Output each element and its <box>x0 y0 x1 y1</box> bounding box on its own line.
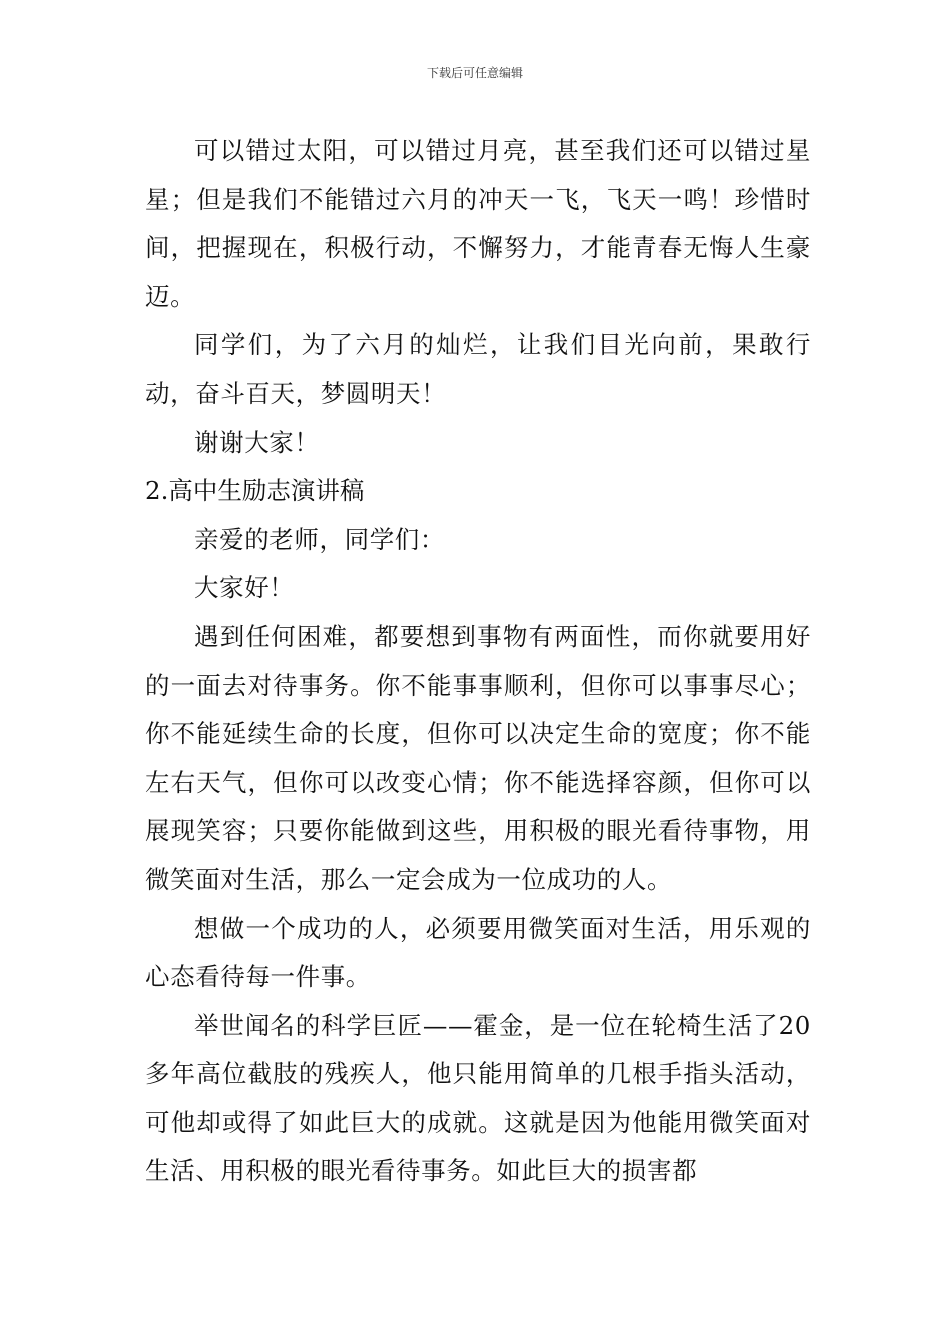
paragraph: 同学们，为了六月的灿烂，让我们目光向前，果敢行动，奋斗百天，梦圆明天！ <box>145 330 811 408</box>
paragraph: 亲爱的老师，同学们： <box>194 524 445 554</box>
header-note: 下载后可任意编辑 <box>426 66 523 80</box>
paragraph: 举世闻名的科学巨匠——霍金，是一位在轮椅生活了20多年高位截肢的残疾人，他只能用简单的几根手指头活动，可他却或得了如此巨大的成就。这就是因为他能用微笑面对生活、用积极的眼光看待事务。如此巨大的损害都 <box>145 1010 811 1186</box>
paragraph: 可以错过太阳，可以错过月亮，甚至我们还可以错过星星；但是我们不能错过六月的冲天一飞，飞天一鸣！珍惜时间，把握现在，积极行动，不懈努力，才能青春无悔人生豪迈。 <box>145 136 811 311</box>
paragraph: 遇到任何困难，都要想到事物有两面性，而你就要用好的一面去对待事务。你不能事事顺利，但你可以事事尽心；你不能延续生命的长度，但你可以决定生命的宽度；你不能左右天气，但你可以改变心情；你不能选择容颜，但你可以展现笑容；只要你能做到这些，用积极的眼光看待事物，用微笑面对生活，那么一定会成为一位成功的人。 <box>145 621 811 894</box>
document-body <box>145 127 811 1196</box>
section-heading: 2.高中生励志演讲稿 <box>145 476 365 506</box>
paragraph: 大家好！ <box>194 573 295 603</box>
paragraph: 想做一个成功的人，必须要用微笑面对生活，用乐观的心态看待每一件事。 <box>145 913 811 992</box>
paragraph: 谢谢大家！ <box>194 427 320 457</box>
